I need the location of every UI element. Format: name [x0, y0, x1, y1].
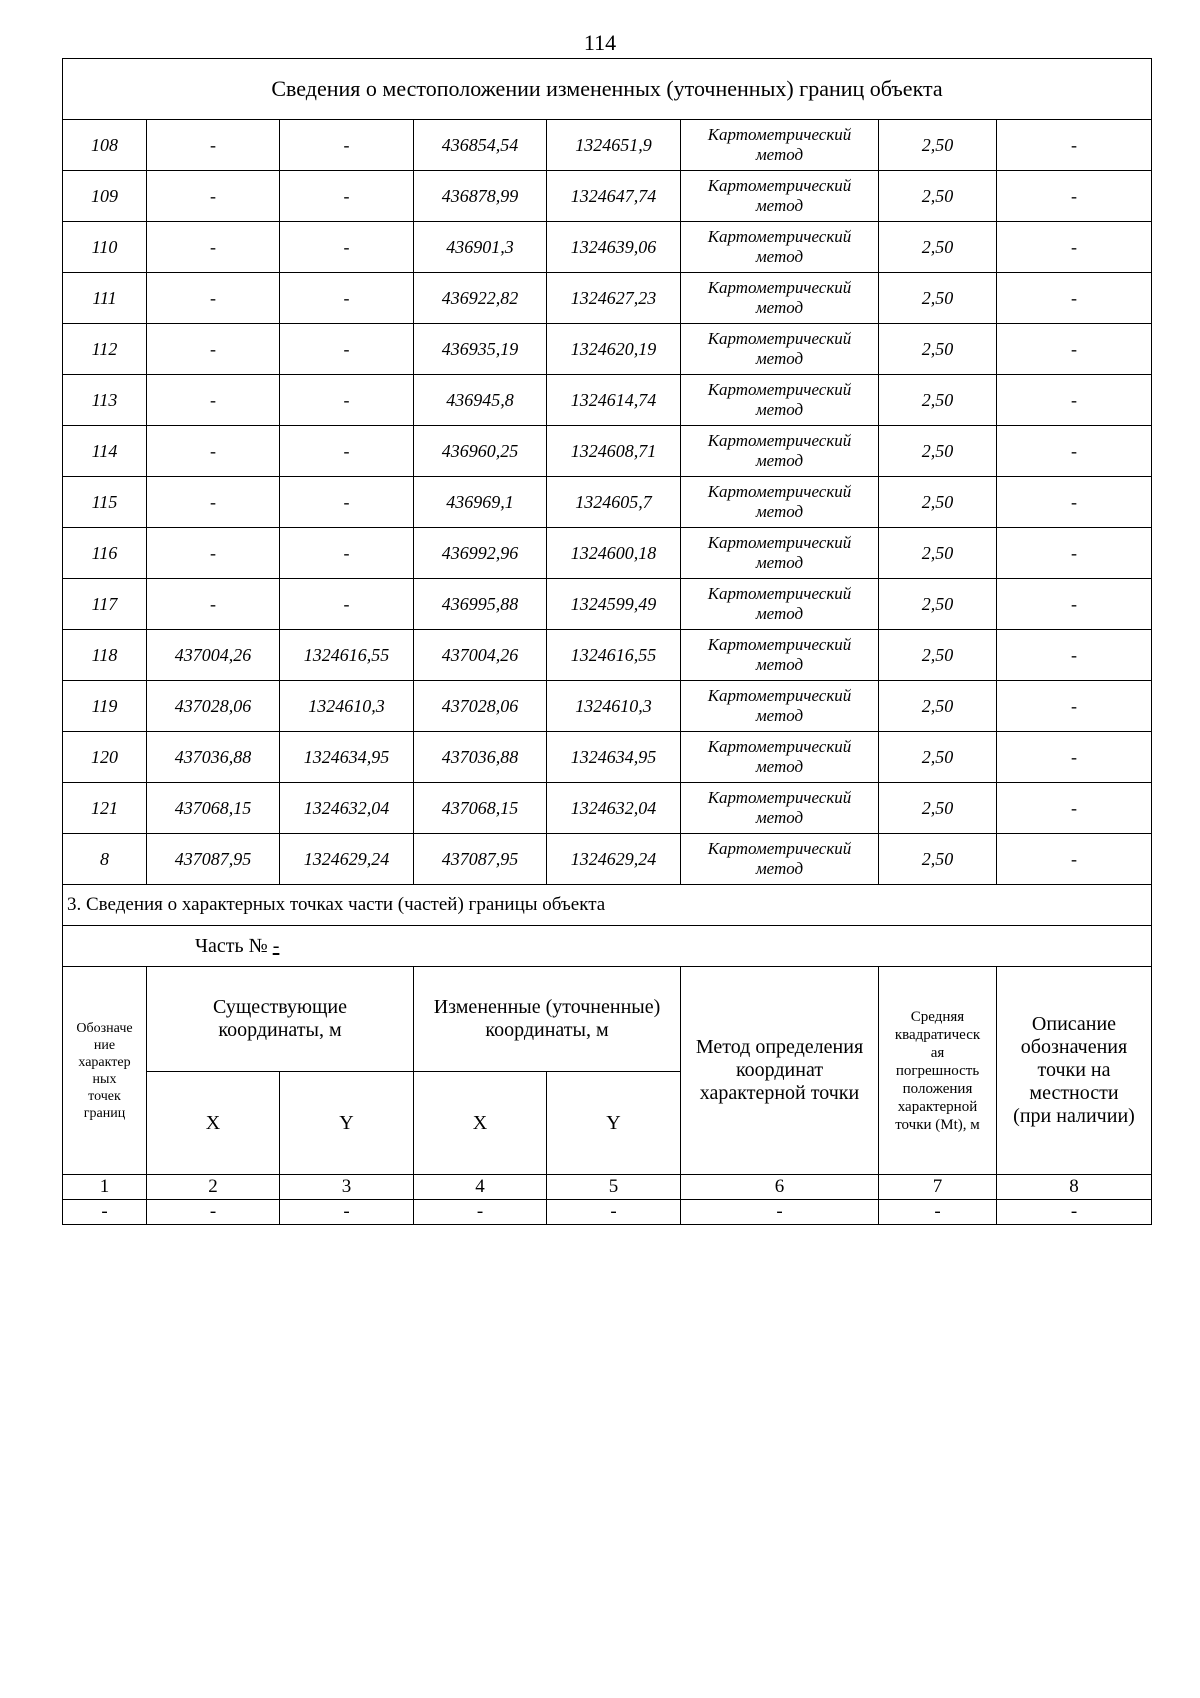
- method-cell: [681, 783, 879, 834]
- table-row: [63, 528, 1152, 579]
- method-line: метод: [755, 451, 804, 470]
- point-id-cell: 121: [63, 783, 147, 834]
- header-point-line: Обозначе: [76, 1020, 133, 1036]
- description-cell: -: [997, 681, 1152, 732]
- table-row: [63, 120, 1152, 171]
- method-cell: [681, 732, 879, 783]
- method-cell: [681, 426, 879, 477]
- changed-y-cell: 1324605,7: [547, 477, 681, 528]
- header-mt-line: точки (Mt), м: [895, 1116, 980, 1133]
- method-line: метод: [755, 553, 804, 572]
- mt-cell: 2,50: [879, 630, 997, 681]
- description-cell: -: [997, 630, 1152, 681]
- table-row: [63, 171, 1152, 222]
- column-number: 7: [879, 1175, 997, 1200]
- table-row: [63, 477, 1152, 528]
- method-line: Картометрический: [707, 482, 852, 501]
- description-cell: -: [997, 528, 1152, 579]
- point-id-cell: 109: [63, 171, 147, 222]
- method-cell: [681, 324, 879, 375]
- mt-cell: 2,50: [879, 834, 997, 885]
- method-line: Картометрический: [707, 431, 852, 450]
- part-row: [63, 926, 1152, 967]
- changed-y-cell: 1324614,74: [547, 375, 681, 426]
- method-cell: [681, 375, 879, 426]
- point-id-cell: 8: [63, 834, 147, 885]
- mt-cell: 2,50: [879, 324, 997, 375]
- method-line: Картометрический: [707, 584, 852, 603]
- column-number: 5: [547, 1175, 681, 1200]
- existing-y-cell: -: [280, 273, 414, 324]
- existing-y-cell: -: [280, 222, 414, 273]
- changed-y-cell: 1324616,55: [547, 630, 681, 681]
- header-description: [997, 967, 1152, 1175]
- header-point-line: границ: [83, 1105, 126, 1121]
- description-cell: -: [997, 579, 1152, 630]
- method-line: Картометрический: [707, 686, 852, 705]
- header-point-line: ных: [92, 1071, 117, 1087]
- header-existing-coords-line: Существующие: [213, 996, 347, 1018]
- header-mt-line: положения: [902, 1080, 973, 1097]
- point-id-cell: 119: [63, 681, 147, 732]
- mt-cell: 2,50: [879, 579, 997, 630]
- header-point: [63, 967, 147, 1175]
- changed-x-cell: 436969,1: [414, 477, 547, 528]
- method-line: метод: [755, 247, 804, 266]
- changed-y-cell: 1324629,24: [547, 834, 681, 885]
- method-line: Картометрический: [707, 839, 852, 858]
- existing-x-cell: 437087,95: [147, 834, 280, 885]
- section-3-row: [63, 885, 1152, 926]
- header-point-line: характер: [78, 1054, 131, 1070]
- changed-y-cell: 1324651,9: [547, 120, 681, 171]
- existing-x-cell: -: [147, 324, 280, 375]
- existing-y-cell: 1324629,24: [280, 834, 414, 885]
- method-cell: [681, 120, 879, 171]
- column-number: 8: [997, 1175, 1152, 1200]
- point-id-cell: 116: [63, 528, 147, 579]
- method-line: метод: [755, 400, 804, 419]
- point-id-cell: 111: [63, 273, 147, 324]
- column-number: 6: [681, 1175, 879, 1200]
- method-line: метод: [755, 706, 804, 725]
- mt-cell: 2,50: [879, 273, 997, 324]
- existing-y-cell: -: [280, 477, 414, 528]
- header-method-line: Метод определения: [695, 1036, 864, 1058]
- existing-x-cell: -: [147, 120, 280, 171]
- changed-x-cell: 436901,3: [414, 222, 547, 273]
- mt-cell: 2,50: [879, 171, 997, 222]
- method-line: метод: [755, 298, 804, 317]
- changed-y-cell: 1324599,49: [547, 579, 681, 630]
- existing-x-cell: -: [147, 375, 280, 426]
- point-id-cell: 114: [63, 426, 147, 477]
- existing-y-cell: 1324632,04: [280, 783, 414, 834]
- method-line: метод: [755, 604, 804, 623]
- method-line: Картометрический: [707, 278, 852, 297]
- point-id-cell: 117: [63, 579, 147, 630]
- column-number: 4: [414, 1175, 547, 1200]
- mt-cell: 2,50: [879, 528, 997, 579]
- existing-y-cell: -: [280, 579, 414, 630]
- mt-cell: 2,50: [879, 426, 997, 477]
- existing-x-cell: -: [147, 171, 280, 222]
- method-cell: [681, 273, 879, 324]
- mt-cell: 2,50: [879, 681, 997, 732]
- empty-cell: -: [997, 1200, 1152, 1225]
- point-id-cell: 108: [63, 120, 147, 171]
- method-line: Картометрический: [707, 788, 852, 807]
- header-existing-coords-line: координаты, м: [218, 1019, 342, 1041]
- header-method-line: характерной точки: [699, 1082, 860, 1104]
- changed-y-cell: 1324610,3: [547, 681, 681, 732]
- existing-y-cell: -: [280, 171, 414, 222]
- method-line: метод: [755, 145, 804, 164]
- table-title: Сведения о местоположении измененных (уточненных) границ объекта: [63, 59, 1152, 120]
- empty-cell: -: [63, 1200, 147, 1225]
- existing-x-cell: 437036,88: [147, 732, 280, 783]
- column-number: 1: [63, 1175, 147, 1200]
- header-changed-y: Y: [547, 1072, 681, 1175]
- mt-cell: 2,50: [879, 120, 997, 171]
- header-mt-line: Средняя: [910, 1008, 965, 1025]
- boundary-table: [62, 58, 1152, 1225]
- existing-y-cell: 1324616,55: [280, 630, 414, 681]
- header-changed-coords: [414, 967, 681, 1072]
- method-line: метод: [755, 349, 804, 368]
- changed-y-cell: 1324632,04: [547, 783, 681, 834]
- empty-cell: -: [879, 1200, 997, 1225]
- changed-x-cell: 437028,06: [414, 681, 547, 732]
- method-line: Картометрический: [707, 737, 852, 756]
- method-line: Картометрический: [707, 176, 852, 195]
- method-line: Картометрический: [707, 635, 852, 654]
- existing-x-cell: -: [147, 477, 280, 528]
- existing-y-cell: -: [280, 528, 414, 579]
- changed-y-cell: 1324608,71: [547, 426, 681, 477]
- method-line: Картометрический: [707, 533, 852, 552]
- table-row: [63, 783, 1152, 834]
- header-row-top: [63, 967, 1152, 1072]
- description-cell: -: [997, 477, 1152, 528]
- table-row: [63, 834, 1152, 885]
- header-changed-coords-line: координаты, м: [485, 1019, 609, 1041]
- changed-x-cell: 436992,96: [414, 528, 547, 579]
- description-cell: -: [997, 375, 1152, 426]
- existing-y-cell: -: [280, 120, 414, 171]
- empty-cell: -: [414, 1200, 547, 1225]
- description-cell: -: [997, 120, 1152, 171]
- method-cell: [681, 630, 879, 681]
- changed-x-cell: 437068,15: [414, 783, 547, 834]
- header-changed-coords-line: Измененные (уточненные): [433, 996, 661, 1018]
- method-line: Картометрический: [707, 125, 852, 144]
- table-row: [63, 732, 1152, 783]
- changed-x-cell: 437087,95: [414, 834, 547, 885]
- mt-cell: 2,50: [879, 783, 997, 834]
- method-cell: [681, 528, 879, 579]
- empty-cell: -: [547, 1200, 681, 1225]
- method-line: метод: [755, 859, 804, 878]
- method-line: метод: [755, 655, 804, 674]
- header-description-line: точки на: [1037, 1059, 1111, 1081]
- description-cell: -: [997, 834, 1152, 885]
- point-id-cell: 113: [63, 375, 147, 426]
- column-number-row: [63, 1175, 1152, 1200]
- header-mt-line: квадратическ: [894, 1026, 981, 1043]
- existing-y-cell: -: [280, 375, 414, 426]
- table-row: [63, 630, 1152, 681]
- part-value: -: [272, 934, 280, 957]
- header-description-line: Описание: [1031, 1013, 1117, 1035]
- method-line: Картометрический: [707, 380, 852, 399]
- method-cell: [681, 681, 879, 732]
- method-cell: [681, 222, 879, 273]
- point-id-cell: 112: [63, 324, 147, 375]
- existing-y-cell: 1324634,95: [280, 732, 414, 783]
- changed-x-cell: 436960,25: [414, 426, 547, 477]
- method-line: метод: [755, 502, 804, 521]
- mt-cell: 2,50: [879, 732, 997, 783]
- table-row: [63, 579, 1152, 630]
- table-row: [63, 222, 1152, 273]
- header-description-line: местности: [1029, 1082, 1119, 1104]
- header-mt-line: погрешность: [895, 1062, 980, 1079]
- method-line: метод: [755, 808, 804, 827]
- description-cell: -: [997, 171, 1152, 222]
- method-cell: [681, 477, 879, 528]
- table-row: [63, 681, 1152, 732]
- header-method: [681, 967, 879, 1175]
- point-id-cell: 115: [63, 477, 147, 528]
- changed-y-cell: 1324647,74: [547, 171, 681, 222]
- method-cell: [681, 579, 879, 630]
- changed-y-cell: 1324627,23: [547, 273, 681, 324]
- part-cell: [63, 926, 1152, 967]
- existing-x-cell: -: [147, 426, 280, 477]
- changed-y-cell: 1324600,18: [547, 528, 681, 579]
- mt-cell: 2,50: [879, 477, 997, 528]
- description-cell: -: [997, 426, 1152, 477]
- header-changed-x: X: [414, 1072, 547, 1175]
- column-number: 2: [147, 1175, 280, 1200]
- header-point-line: ние: [93, 1037, 116, 1053]
- point-id-cell: 118: [63, 630, 147, 681]
- table-title-row: [63, 59, 1152, 120]
- changed-y-cell: 1324634,95: [547, 732, 681, 783]
- description-cell: -: [997, 732, 1152, 783]
- description-cell: -: [997, 783, 1152, 834]
- changed-x-cell: 436922,82: [414, 273, 547, 324]
- empty-cell: -: [681, 1200, 879, 1225]
- header-mt: [879, 967, 997, 1175]
- existing-y-cell: -: [280, 426, 414, 477]
- table-row: [63, 273, 1152, 324]
- part-label: Часть №: [195, 934, 268, 957]
- method-cell: [681, 171, 879, 222]
- changed-x-cell: 436935,19: [414, 324, 547, 375]
- changed-x-cell: 437004,26: [414, 630, 547, 681]
- existing-x-cell: 437028,06: [147, 681, 280, 732]
- existing-x-cell: -: [147, 273, 280, 324]
- header-mt-line: характерной: [897, 1098, 978, 1115]
- header-existing-coords: [147, 967, 414, 1072]
- header-existing-y: Y: [280, 1072, 414, 1175]
- changed-x-cell: 436854,54: [414, 120, 547, 171]
- method-line: Картометрический: [707, 329, 852, 348]
- description-cell: -: [997, 222, 1152, 273]
- point-id-cell: 120: [63, 732, 147, 783]
- header-mt-line: ая: [930, 1044, 945, 1061]
- existing-x-cell: 437068,15: [147, 783, 280, 834]
- table-row: [63, 1200, 1152, 1225]
- section-3-title: 3. Сведения о характерных точках части (частей) границы объекта: [63, 885, 1152, 926]
- existing-y-cell: 1324610,3: [280, 681, 414, 732]
- empty-cell: -: [147, 1200, 280, 1225]
- point-id-cell: 110: [63, 222, 147, 273]
- header-existing-x: X: [147, 1072, 280, 1175]
- table-row: [63, 426, 1152, 477]
- header-description-line: (при наличии): [1013, 1105, 1135, 1127]
- existing-y-cell: -: [280, 324, 414, 375]
- method-line: метод: [755, 196, 804, 215]
- header-description-line: обозначения: [1020, 1036, 1128, 1058]
- description-cell: -: [997, 273, 1152, 324]
- mt-cell: 2,50: [879, 222, 997, 273]
- changed-x-cell: 437036,88: [414, 732, 547, 783]
- method-line: метод: [755, 757, 804, 776]
- table-row: [63, 324, 1152, 375]
- header-method-line: координат: [735, 1059, 824, 1081]
- column-number: 3: [280, 1175, 414, 1200]
- existing-x-cell: -: [147, 579, 280, 630]
- existing-x-cell: 437004,26: [147, 630, 280, 681]
- changed-y-cell: 1324620,19: [547, 324, 681, 375]
- table-row: [63, 375, 1152, 426]
- header-point-line: точек: [88, 1088, 121, 1104]
- changed-x-cell: 436995,88: [414, 579, 547, 630]
- page-number: 114: [583, 30, 617, 55]
- empty-cell: -: [280, 1200, 414, 1225]
- existing-x-cell: -: [147, 222, 280, 273]
- changed-y-cell: 1324639,06: [547, 222, 681, 273]
- mt-cell: 2,50: [879, 375, 997, 426]
- changed-x-cell: 436878,99: [414, 171, 547, 222]
- existing-x-cell: -: [147, 528, 280, 579]
- method-line: Картометрический: [707, 227, 852, 246]
- description-cell: -: [997, 324, 1152, 375]
- method-cell: [681, 834, 879, 885]
- changed-x-cell: 436945,8: [414, 375, 547, 426]
